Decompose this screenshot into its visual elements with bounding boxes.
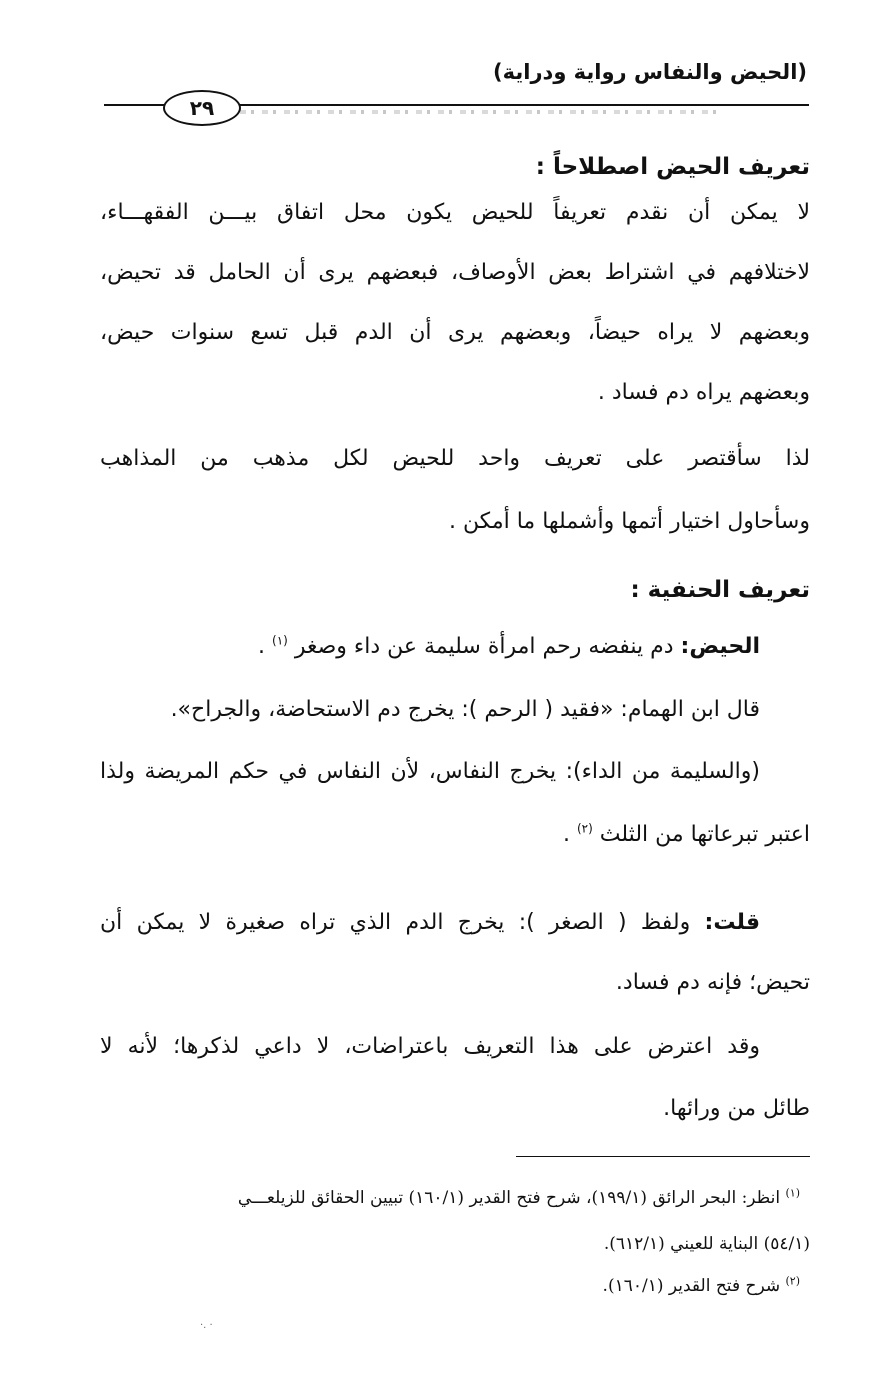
running-title: (الحيض والنفاس رواية ودراية) xyxy=(493,60,807,84)
paragraph-1-line-2: لاختلافهم في اشتراط بعض الأوصاف، فبعضهم يرى أن الحامل قد تحيض، xyxy=(100,260,810,285)
paragraph-3-line-1: وقد اعترض على هذا التعريف باعتراضات، لا داعي لذكرها؛ لأنه لا xyxy=(100,1034,760,1059)
definition-term: الحيض: xyxy=(680,634,760,659)
quote-2-line-1: (والسليمة من الداء): يخرج النفاس، لأن النفاس في حكم المريضة ولذا xyxy=(100,759,760,784)
qult-line-1: قلت: ولفظ ( الصغر ): يخرج الدم الذي تراه صغيرة لا يمكن أن xyxy=(100,910,760,935)
paragraph-3-line-2: طائل من ورائها. xyxy=(663,1096,810,1121)
paragraph-1-line-4: وبعضهم يراه دم فساد . xyxy=(597,380,810,405)
footnote-1-marker: (١) xyxy=(785,1186,800,1200)
footnote-2-line-1: $^{(٢)}$ شرح فتح القدير (١٦٠/١). xyxy=(602,1274,800,1296)
footnote-1-line-2: (٥٤/١) البناية للعيني (٦١٢/١). xyxy=(603,1234,810,1254)
qult-term: قلت: xyxy=(704,910,760,935)
footnote-ref-1[interactable]: (١) xyxy=(272,633,288,648)
footnote-ref-2[interactable]: (٢) xyxy=(576,821,593,836)
quote-2-line-2: اعتبر تبرعاتها من الثلث $^{(٢)}$ . xyxy=(562,821,810,847)
quote-ibn-alhumam: قال ابن الهمام: «فقيد ( الرحم ): يخرج دم الاستحاضة، والجراح». xyxy=(170,697,760,722)
footnote-separator xyxy=(516,1156,810,1157)
paragraph-2-line-2: وسأحاول اختيار أتمها وأشملها ما أمكن . xyxy=(448,509,810,534)
page-number: ٢٩ xyxy=(163,90,241,126)
footnote-2-marker: (٢) xyxy=(785,1274,800,1288)
definition-line: الحيض: دم ينفضه رحم امرأة سليمة عن داء وصغر $^{(١)}$ . xyxy=(258,633,760,659)
header-rule-texture xyxy=(240,110,720,114)
definition-text: دم ينفضه رحم امرأة سليمة عن داء وصغر xyxy=(287,634,681,659)
scan-speck: · .· xyxy=(200,1320,213,1331)
footnote-1-line-1: $^{(١)}$ انظر: البحر الرائق (١٩٩/١)، شرح فتح القدير (١٦٠/١) تبيين الحقائق للزيلعـــي xyxy=(237,1186,800,1208)
section-heading-definition: تعريف الحيض اصطلاحاً : xyxy=(535,154,810,180)
qult-line-2: تحيض؛ فإنه دم فساد. xyxy=(615,970,810,995)
paragraph-1-line-3: وبعضهم لا يراه حيضاً، وبعضهم يرى أن الدم قبل تسع سنوات حيض، xyxy=(100,320,810,345)
section-heading-hanafi: تعريف الحنفية : xyxy=(630,577,810,603)
paragraph-1-line-1: لا يمكن أن نقدم تعريفاً للحيض يكون محل اتفاق بيـــن الفقهـــاء، xyxy=(100,200,810,225)
paragraph-2-line-1: لذا سأقتصر على تعريف واحد للحيض لكل مذهب من المذاهب xyxy=(100,446,810,471)
